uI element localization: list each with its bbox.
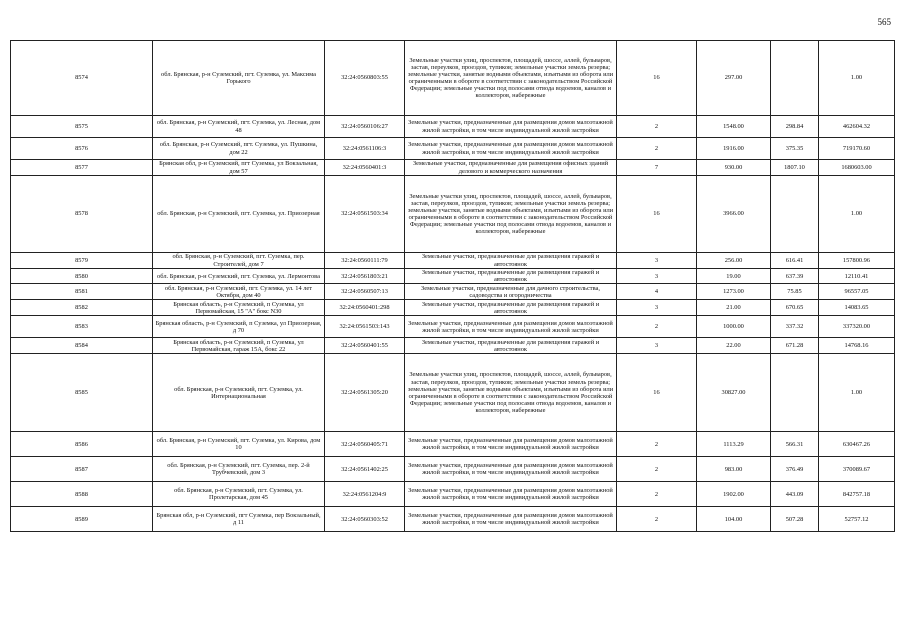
row-number: 8588 (11, 482, 153, 507)
address-cell: обл. Брянская, р-н Суземский, пгт. Суземка, ул. Максима Горького (153, 41, 325, 116)
value-cell: 52757.12 (819, 507, 895, 532)
group-cell: 3 (617, 269, 697, 284)
area-cell: 1916.00 (697, 138, 771, 160)
value-cell: 842757.18 (819, 482, 895, 507)
cadastral-number-cell: 32:24:0560405:71 (325, 432, 405, 457)
row-number: 8575 (11, 116, 153, 138)
table-row (11, 338, 895, 354)
cadastral-number-cell: 32:24:0560401:298 (325, 300, 405, 316)
table-row (11, 457, 895, 482)
area-cell: 297.00 (697, 41, 771, 116)
address-cell: обл. Брянская, р-н Суземский, пгт. Суземка, ул. Кирова, дом 10 (153, 432, 325, 457)
group-cell: 3 (617, 300, 697, 316)
value-cell: 1680603.00 (819, 160, 895, 176)
group-cell: 16 (617, 354, 697, 432)
value-cell: 1.00 (819, 354, 895, 432)
rate-cell: 616.41 (771, 253, 819, 269)
land-use-cell: Земельные участки, предназначенные для размещения гаражей и автостоянок (405, 253, 617, 269)
cadastral-number-cell: 32:24:0560507:13 (325, 284, 405, 300)
rate-cell: 443.09 (771, 482, 819, 507)
area-cell: 21.00 (697, 300, 771, 316)
group-cell: 2 (617, 316, 697, 338)
group-cell: 3 (617, 253, 697, 269)
rate-cell: 75.85 (771, 284, 819, 300)
group-cell: 7 (617, 160, 697, 176)
area-cell: 1902.00 (697, 482, 771, 507)
cadastral-number-cell: 32:24:0561305:20 (325, 354, 405, 432)
value-cell: 157800.96 (819, 253, 895, 269)
value-cell: 14768.16 (819, 338, 895, 354)
cadastral-number-cell: 32:24:0560111:79 (325, 253, 405, 269)
land-use-cell: Земельные участки улиц, проспектов, площадей, шоссе, аллей, бульваров, застав, переулков, проездов, тупиков; земельные участки земель резерва; земельные участки, занятые водными объектами, изъятыми из оборота или ограниченными в обороте в соответствии с законодательством Российской Федерации; земельные участки под полосами отвода водоемов, каналов и коллекторов, набережные (405, 176, 617, 253)
value-cell: 630467.26 (819, 432, 895, 457)
table-row (11, 138, 895, 160)
group-cell: 2 (617, 432, 697, 457)
row-number: 8576 (11, 138, 153, 160)
address-cell: обл. Брянская, р-н Суземский, пгт. Суземка, ул. Приозерная (153, 176, 325, 253)
cadastral-number-cell: 32:24:0561204:9 (325, 482, 405, 507)
row-number: 8587 (11, 457, 153, 482)
table-row (11, 284, 895, 300)
rate-cell (771, 354, 819, 432)
table-row (11, 432, 895, 457)
row-number: 8589 (11, 507, 153, 532)
area-cell: 1548.00 (697, 116, 771, 138)
cadastral-number-cell: 32:24:0561503:34 (325, 176, 405, 253)
address-cell: обл. Брянская, р-н Суземский, пгт. Суземка, ул. 14 лет Октября, дом 40 (153, 284, 325, 300)
row-number: 8579 (11, 253, 153, 269)
value-cell: 719170.60 (819, 138, 895, 160)
group-cell: 2 (617, 138, 697, 160)
value-cell: 96557.05 (819, 284, 895, 300)
table-row (11, 116, 895, 138)
value-cell: 1.00 (819, 41, 895, 116)
area-cell: 3966.00 (697, 176, 771, 253)
value-cell: 1.00 (819, 176, 895, 253)
cadastral-number-cell: 32:24:0560106:27 (325, 116, 405, 138)
group-cell: 4 (617, 284, 697, 300)
cadastral-value-table (10, 40, 895, 532)
cadastral-number-cell: 32:24:0561503:143 (325, 316, 405, 338)
row-number: 8578 (11, 176, 153, 253)
rate-cell: 375.35 (771, 138, 819, 160)
table-row (11, 269, 895, 284)
rate-cell: 637.39 (771, 269, 819, 284)
land-use-cell: Земельные участки, предназначенные для дачного строительства, садоводства и огородничества (405, 284, 617, 300)
land-use-cell: Земельные участки, предназначенные для размещения домов малоэтажной жилой застройки, в том числе индивидуальной жилой застройки (405, 507, 617, 532)
land-use-cell: Земельные участки улиц, проспектов, площадей, шоссе, аллей, бульваров, застав, переулков, проездов, тупиков; земельные участки земель резерва; земельные участки, занятые водными объектами, изъятыми из оборота или ограниченными в обороте в соответствии с законодательством Российской Федерации; земельные участки под полосами отвода водоемов, каналов и коллекторов, набережные (405, 354, 617, 432)
row-number: 8583 (11, 316, 153, 338)
row-number: 8574 (11, 41, 153, 116)
cadastral-number-cell: 32:24:0560401:55 (325, 338, 405, 354)
area-cell: 30827.00 (697, 354, 771, 432)
rate-cell: 566.31 (771, 432, 819, 457)
group-cell: 16 (617, 41, 697, 116)
area-cell: 22.00 (697, 338, 771, 354)
page-number: 565 (877, 17, 891, 27)
address-cell: Брянская область, р-н Суземский, п Суземка, ул Первомайская, 15 "А" бокс N30 (153, 300, 325, 316)
value-cell: 462604.32 (819, 116, 895, 138)
table-row (11, 176, 895, 253)
group-cell: 2 (617, 507, 697, 532)
row-number: 8585 (11, 354, 153, 432)
table-row (11, 316, 895, 338)
address-cell: обл. Брянская, р-н Суземский, пгт. Суземка, ул. Лесная, дом 48 (153, 116, 325, 138)
land-use-cell: Земельные участки, предназначенные для размещения гаражей и автостоянок (405, 269, 617, 284)
area-cell: 19.00 (697, 269, 771, 284)
address-cell: Брянская обл, р-н Суземский, пгт Суземка, ул Вокзальная, дом 57 (153, 160, 325, 176)
row-number: 8586 (11, 432, 153, 457)
address-cell: обл. Брянская, р-н Суземский, пгт. Суземка, пер. 2-й Трубчевский, дом 3 (153, 457, 325, 482)
cadastral-number-cell: 32:24:0561402:25 (325, 457, 405, 482)
rate-cell: 1807.10 (771, 160, 819, 176)
value-cell: 337320.00 (819, 316, 895, 338)
table-row (11, 253, 895, 269)
table-row (11, 482, 895, 507)
rate-cell: 671.28 (771, 338, 819, 354)
cadastral-number-cell: 32:24:0561803:21 (325, 269, 405, 284)
table-body (11, 41, 895, 532)
land-use-cell: Земельные участки, предназначенные для размещения офисных зданий делового и коммерческого назначения (405, 160, 617, 176)
table-row (11, 354, 895, 432)
land-use-cell: Земельные участки, предназначенные для размещения домов малоэтажной жилой застройки, в том числе индивидуальной жилой застройки (405, 138, 617, 160)
area-cell: 1273.00 (697, 284, 771, 300)
area-cell: 1000.00 (697, 316, 771, 338)
cadastral-number-cell: 32:24:0560303:52 (325, 507, 405, 532)
row-number: 8582 (11, 300, 153, 316)
value-cell: 14083.65 (819, 300, 895, 316)
area-cell: 104.00 (697, 507, 771, 532)
land-use-cell: Земельные участки, предназначенные для размещения гаражей и автостоянок (405, 300, 617, 316)
value-cell: 370089.67 (819, 457, 895, 482)
address-cell: обл. Брянская, р-н Суземский, пгт. Суземка, пер. Строителей, дом 7 (153, 253, 325, 269)
rate-cell: 298.84 (771, 116, 819, 138)
group-cell: 2 (617, 116, 697, 138)
group-cell: 2 (617, 482, 697, 507)
address-cell: обл. Брянская, р-н Суземский, пгт. Суземка, ул. Пролетарская, дом 45 (153, 482, 325, 507)
table-row (11, 300, 895, 316)
cadastral-number-cell: 32:24:0560401:3 (325, 160, 405, 176)
cadastral-number-cell: 32:24:0561106:3 (325, 138, 405, 160)
row-number: 8580 (11, 269, 153, 284)
group-cell: 16 (617, 176, 697, 253)
land-use-cell: Земельные участки, предназначенные для размещения домов малоэтажной жилой застройки, в том числе индивидуальной жилой застройки (405, 482, 617, 507)
area-cell: 256.00 (697, 253, 771, 269)
table-row (11, 507, 895, 532)
rate-cell: 337.32 (771, 316, 819, 338)
address-cell: Брянская область, р-н Суземский, п Суземка, ул Первомайская, гараж 15А, бокс 22 (153, 338, 325, 354)
address-cell: обл. Брянская, р-н Суземский, пгт. Суземка, ул. Лермонтова (153, 269, 325, 284)
area-cell: 1113.29 (697, 432, 771, 457)
rate-cell: 507.28 (771, 507, 819, 532)
value-cell: 12110.41 (819, 269, 895, 284)
area-cell: 930.00 (697, 160, 771, 176)
cadastral-number-cell: 32:24:0560803:55 (325, 41, 405, 116)
rate-cell: 670.65 (771, 300, 819, 316)
row-number: 8584 (11, 338, 153, 354)
land-use-cell: Земельные участки, предназначенные для размещения домов малоэтажной жилой застройки, в том числе индивидуальной жилой застройки (405, 432, 617, 457)
land-use-cell: Земельные участки, предназначенные для размещения домов малоэтажной жилой застройки, в том числе индивидуальной жилой застройки (405, 116, 617, 138)
area-cell: 983.00 (697, 457, 771, 482)
table-row (11, 41, 895, 116)
land-use-cell: Земельные участки, предназначенные для размещения гаражей и автостоянок (405, 338, 617, 354)
address-cell: обл. Брянская, р-н Суземский, пгт. Суземка, ул. Пушкина, дом 22 (153, 138, 325, 160)
rate-cell (771, 176, 819, 253)
address-cell: Брянская область, р-н Суземский, п Суземка, ул Приозерная, д 70 (153, 316, 325, 338)
address-cell: обл. Брянская, р-н Суземский, пгт. Суземка, ул. Интернациональная (153, 354, 325, 432)
row-number: 8577 (11, 160, 153, 176)
group-cell: 2 (617, 457, 697, 482)
table-row (11, 160, 895, 176)
land-use-cell: Земельные участки, предназначенные для размещения домов малоэтажной жилой застройки, в том числе индивидуальной жилой застройки (405, 457, 617, 482)
group-cell: 3 (617, 338, 697, 354)
rate-cell (771, 41, 819, 116)
row-number: 8581 (11, 284, 153, 300)
rate-cell: 376.49 (771, 457, 819, 482)
address-cell: Брянская обл, р-н Суземский, пгт Суземка, пер Вокзальный, д 11 (153, 507, 325, 532)
land-use-cell: Земельные участки, предназначенные для размещения домов малоэтажной жилой застройки, в том числе индивидуальной жилой застройки (405, 316, 617, 338)
land-use-cell: Земельные участки улиц, проспектов, площадей, шоссе, аллей, бульваров, застав, переулков, проездов, тупиков; земельные участки земель резерва; земельные участки, занятые водными объектами, изъятыми из оборота или ограниченными в обороте в соответствии с законодательством Российской Федерации; земельные участки под полосами отвода водоемов, каналов и коллекторов, набережные (405, 41, 617, 116)
